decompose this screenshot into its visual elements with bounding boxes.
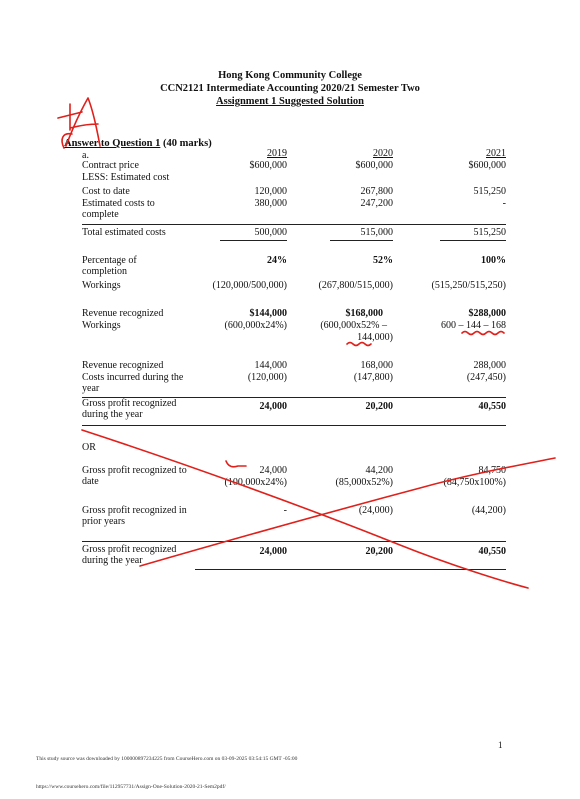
course-title: CCN2121 Intermediate Accounting 2020/21 Semester Two xyxy=(160,83,420,94)
cell-estimated-costs-2021: - xyxy=(502,198,506,209)
row-label-costs-incurred: Costs incurred during the year xyxy=(82,372,184,394)
underline-total-2019 xyxy=(220,240,287,241)
cell-contract-price-2021: $600,000 xyxy=(468,160,506,171)
cell-gp-year2-2020: 20,200 xyxy=(365,546,393,557)
divider xyxy=(82,425,506,426)
college-name: Hong Kong Community College xyxy=(218,70,362,81)
assignment-title: Assignment 1 Suggested Solution xyxy=(216,96,364,107)
page-number: 1 xyxy=(498,740,503,750)
row-label-gp-year: Gross profit recognized during the year xyxy=(82,398,177,420)
cell-costs-incurred-2019: (120,000) xyxy=(247,372,287,383)
cell-gp-prior-2019: - xyxy=(283,505,287,516)
row-label-contract-price: Contract price xyxy=(82,160,139,171)
cell-pct-workings-2021: (515,250/515,250) xyxy=(431,280,506,291)
cell-total-estimated-2019: 500,000 xyxy=(254,227,287,238)
cell-gp-to-date-work-2020: (85,000x52%) xyxy=(335,477,393,488)
question-title: Answer to Question 1 xyxy=(64,138,161,149)
row-label-gp-year-2: Gross profit recognized during the year xyxy=(82,544,177,566)
download-notice: This study source was downloaded by 100000897234225 from CourseHero.com on 03-09-2025 03:54:15 GMT -05:00 xyxy=(36,756,298,762)
cell-gp-year-2019: 24,000 xyxy=(259,401,287,412)
question-marks: (40 marks) xyxy=(162,138,212,149)
cell-gp-year2-2019: 24,000 xyxy=(259,546,287,557)
cell-gp-prior-2020: (24,000) xyxy=(358,505,393,516)
cell-percentage-2019: 24% xyxy=(267,255,287,266)
part-label: a. xyxy=(82,150,89,161)
cell-revenue2-2019: 144,000 xyxy=(254,360,287,371)
cell-estimated-costs-2020: 247,200 xyxy=(360,198,393,209)
row-label-rev-workings: Workings xyxy=(82,320,121,331)
row-label-less: LESS: Estimated cost xyxy=(82,172,170,183)
cell-cost-to-date-2021: 515,250 xyxy=(473,186,506,197)
divider xyxy=(82,541,506,542)
row-label-total-estimated: Total estimated costs xyxy=(82,227,166,238)
cell-revenue-2021: $288,000 xyxy=(468,308,506,319)
cell-gp-to-date-work-2019: (100,000x24%) xyxy=(224,477,287,488)
row-label-gp-prior: Gross profit recognized in prior years xyxy=(82,505,187,527)
cell-contract-price-2019: $600,000 xyxy=(249,160,287,171)
cell-rev-workings-2021: 600 – 144 – 168 xyxy=(441,320,506,331)
row-label-gp-to-date: Gross profit recognized to date xyxy=(82,465,187,487)
cell-gp-prior-2021: (44,200) xyxy=(471,505,506,516)
cell-costs-incurred-2020: (147,800) xyxy=(353,372,393,383)
cell-pct-workings-2019: (120,000/500,000) xyxy=(212,280,287,291)
cell-costs-incurred-2021: (247,450) xyxy=(466,372,506,383)
source-url[interactable]: https://www.coursehero.com/file/112957731/Assign-One-Solution-2020-21-Sem2pdf/ xyxy=(36,784,226,790)
cell-total-estimated-2021: 515,250 xyxy=(473,227,506,238)
cell-pct-workings-2020: (267,800/515,000) xyxy=(318,280,393,291)
cell-cost-to-date-2019: 120,000 xyxy=(254,186,287,197)
underline-total-2020 xyxy=(330,240,393,241)
cell-revenue2-2020: 168,000 xyxy=(360,360,393,371)
row-label-estimated-costs: Estimated costs to complete xyxy=(82,198,155,220)
row-label-pct-workings: Workings xyxy=(82,280,121,291)
divider xyxy=(195,569,506,570)
cell-total-estimated-2020: 515,000 xyxy=(360,227,393,238)
cell-revenue-2019: $144,000 xyxy=(249,308,287,319)
cell-gp-to-date-2020: 44,200 xyxy=(365,465,393,476)
divider xyxy=(82,224,506,225)
cell-gp-to-date-2019: 24,000 xyxy=(259,465,287,476)
cell-cost-to-date-2020: 267,800 xyxy=(360,186,393,197)
cell-gp-year-2020: 20,200 xyxy=(365,401,393,412)
row-label-revenue-2: Revenue recognized xyxy=(82,360,164,371)
year-header-2020: 2020 xyxy=(373,148,393,159)
underline-total-2021 xyxy=(440,240,506,241)
year-header-2019: 2019 xyxy=(267,148,287,159)
cell-gp-year-2021: 40,550 xyxy=(478,401,506,412)
cell-percentage-2021: 100% xyxy=(481,255,506,266)
question-heading xyxy=(64,138,212,149)
row-label-revenue: Revenue recognized xyxy=(82,308,164,319)
cell-contract-price-2020: $600,000 xyxy=(355,160,393,171)
underline-squiggle xyxy=(462,332,504,335)
cell-revenue-2020: $168,000 xyxy=(345,308,383,319)
cell-estimated-costs-2019: 380,000 xyxy=(254,198,287,209)
cell-percentage-2020: 52% xyxy=(373,255,393,266)
cell-gp-year2-2021: 40,550 xyxy=(478,546,506,557)
year-header-2021: 2021 xyxy=(486,148,506,159)
cell-rev-workings-2019: (600,000x24%) xyxy=(224,320,287,331)
cell-gp-to-date-2021: 84,750 xyxy=(478,465,506,476)
cell-revenue2-2021: 288,000 xyxy=(473,360,506,371)
cell-rev-workings-2020-cont: 144,000) xyxy=(357,332,393,343)
row-label-cost-to-date: Cost to date xyxy=(82,186,130,197)
or-label: OR xyxy=(82,442,96,453)
row-label-percentage: Percentage of completion xyxy=(82,255,137,277)
cell-gp-to-date-work-2021: (84,750x100%) xyxy=(443,477,506,488)
cell-rev-workings-2020: (600,000x52% – xyxy=(320,320,387,331)
